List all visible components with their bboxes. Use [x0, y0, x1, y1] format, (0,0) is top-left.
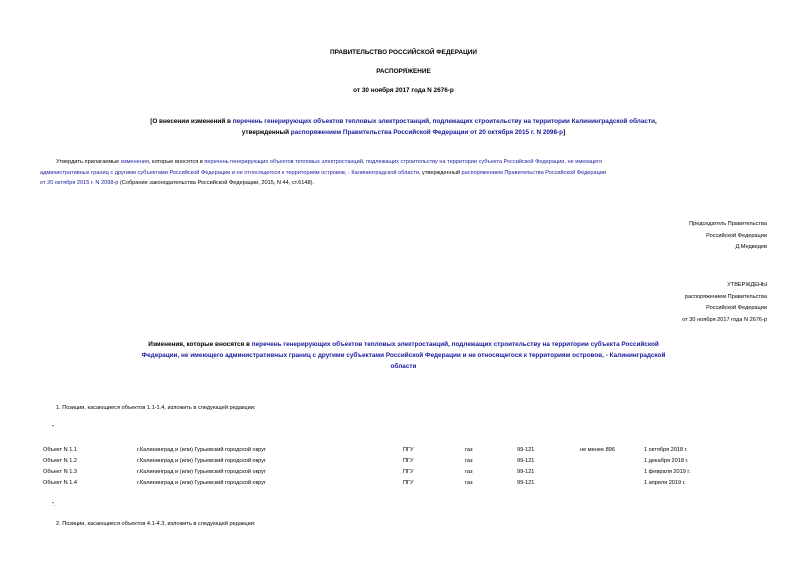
plant-type-cell: ПГУ — [403, 458, 414, 464]
date-cell: 1 декабря 2018 г. — [644, 458, 689, 464]
approval-block — [682, 280, 767, 326]
body-text-4: (Собрание законодательства Российской Федерации, 2015, N 44, ст.6148). — [118, 180, 315, 186]
object-name-cell: Объект N 1.3 — [43, 469, 77, 475]
object-name-cell: Объект N 1.4 — [43, 480, 77, 486]
item-1-text: 1. Позиции, касающиеся объектов 1.1-1.4, изложить в следующей редакции: — [56, 405, 256, 411]
body-link-order-date[interactable]: от 20 октября 2015 г. N 2098-р — [40, 180, 119, 186]
date-cell: 1 октября 2018 г. — [644, 447, 688, 453]
signature-position: Председатель Правительства — [689, 221, 767, 227]
body-link-changes[interactable]: изменения — [120, 159, 149, 165]
object-name-cell: Объект N 1.2 — [43, 458, 77, 464]
date-cell: 1 апреля 2019 г. — [644, 480, 686, 486]
plant-type-cell: ПГУ — [403, 469, 414, 475]
capacity-range-cell: 99-121 — [517, 480, 535, 486]
document-date-number: от 30 ноября 2017 года N 2676-р — [353, 87, 454, 94]
body-paragraph — [40, 157, 770, 189]
location-cell: г.Калининград и (или) Гурьевский городской округ — [137, 480, 266, 486]
signature-country: Российской Федерации — [706, 232, 767, 239]
changes-title-link-cont[interactable]: Федерации, не имеющего административных границ с другими субъектами Российской Федерации и не относящегося к территориям островов, - Калининградской — [141, 352, 666, 359]
quote-close: ". — [52, 502, 56, 508]
title-link-list[interactable]: перечень генерирующих объектов тепловых электростанций, подлежащих строительству на территории Калининградской области — [232, 118, 656, 125]
title-approved: утвержденный — [241, 129, 291, 136]
fuel-cell: газ — [465, 458, 473, 464]
table-row — [0, 469, 807, 479]
changes-title-link-end[interactable]: области — [390, 363, 417, 370]
table-row — [0, 447, 807, 457]
capacity-range-cell: 99-121 — [517, 447, 535, 453]
quote-open: " — [52, 425, 54, 431]
location-cell: г.Калининград и (или) Гурьевский городской округ — [137, 447, 266, 453]
title-prefix: [О внесении изменений в — [150, 118, 233, 125]
document-type: РАСПОРЯЖЕНИЕ — [376, 68, 431, 75]
item-2-text: 2. Позиции, касающиеся объектов 4.1-4.3, изложить в следующей редакции: — [56, 521, 256, 527]
approval-title: УТВЕРЖДЕНЫ — [727, 282, 767, 288]
fuel-cell: газ — [465, 480, 473, 486]
approval-date: от 30 ноября 2017 года N 2676-р — [682, 316, 767, 323]
location-cell: г.Калининград и (или) Гурьевский городской округ — [137, 458, 266, 464]
changes-title-link[interactable]: перечень генерирующих объектов тепловых электростанций, подлежащих строительству на территории субъекта Российской — [251, 341, 659, 348]
body-text-3: , утвержденный — [418, 169, 462, 176]
date-cell: 1 февраля 2019 г. — [644, 469, 691, 475]
government-name: ПРАВИТЕЛЬСТВО РОССИЙСКОЙ ФЕДЕРАЦИИ — [330, 49, 477, 56]
approval-country: Российской Федерации — [706, 305, 767, 311]
location-cell: г.Калининград и (или) Гурьевский городской округ — [137, 469, 266, 475]
body-text-2: , которые вносятся в — [148, 159, 205, 165]
approval-order: распоряжением Правительства — [684, 293, 767, 300]
body-link-list[interactable]: перечень генерирующих объектов тепловых электростанций, подлежащих строительству на территории субъекта Российской Федерации, не имеющего — [204, 159, 603, 165]
capacity-range-cell: 99-121 — [517, 458, 535, 464]
body-link-order[interactable]: распоряжением Правительства Российской Федерации — [461, 169, 607, 176]
body-text-1: Утвердить прилагаемые — [56, 159, 121, 165]
plant-type-cell: ПГУ — [403, 447, 414, 453]
title-link-order[interactable]: распоряжением Правительства Российской Федерации от 20 октября 2015 г. N 2098-р — [290, 129, 564, 136]
plant-type-cell: ПГУ — [403, 480, 414, 486]
changes-title-prefix: Изменения, которые вносятся в — [148, 341, 252, 348]
capacity-range-cell: 99-121 — [517, 469, 535, 475]
changes-title — [0, 339, 807, 372]
title-bracket: ] — [563, 129, 566, 136]
title-comma: , — [655, 118, 657, 125]
signature-name: Д.Медведев — [735, 244, 767, 250]
object-name-cell: Объект N 1.1 — [43, 447, 77, 453]
fuel-cell: газ — [465, 469, 473, 475]
fuel-cell: газ — [465, 447, 473, 453]
signature-block — [689, 219, 767, 254]
document-title — [0, 116, 807, 138]
table-row — [0, 458, 807, 468]
body-link-list-cont[interactable]: административных границ с другими субъектами Российской Федерации и не относящегося к территориям островов, - Калининградской области — [40, 169, 419, 176]
min-capacity-cell: не менее 896 — [580, 447, 615, 453]
table-row — [0, 480, 807, 490]
